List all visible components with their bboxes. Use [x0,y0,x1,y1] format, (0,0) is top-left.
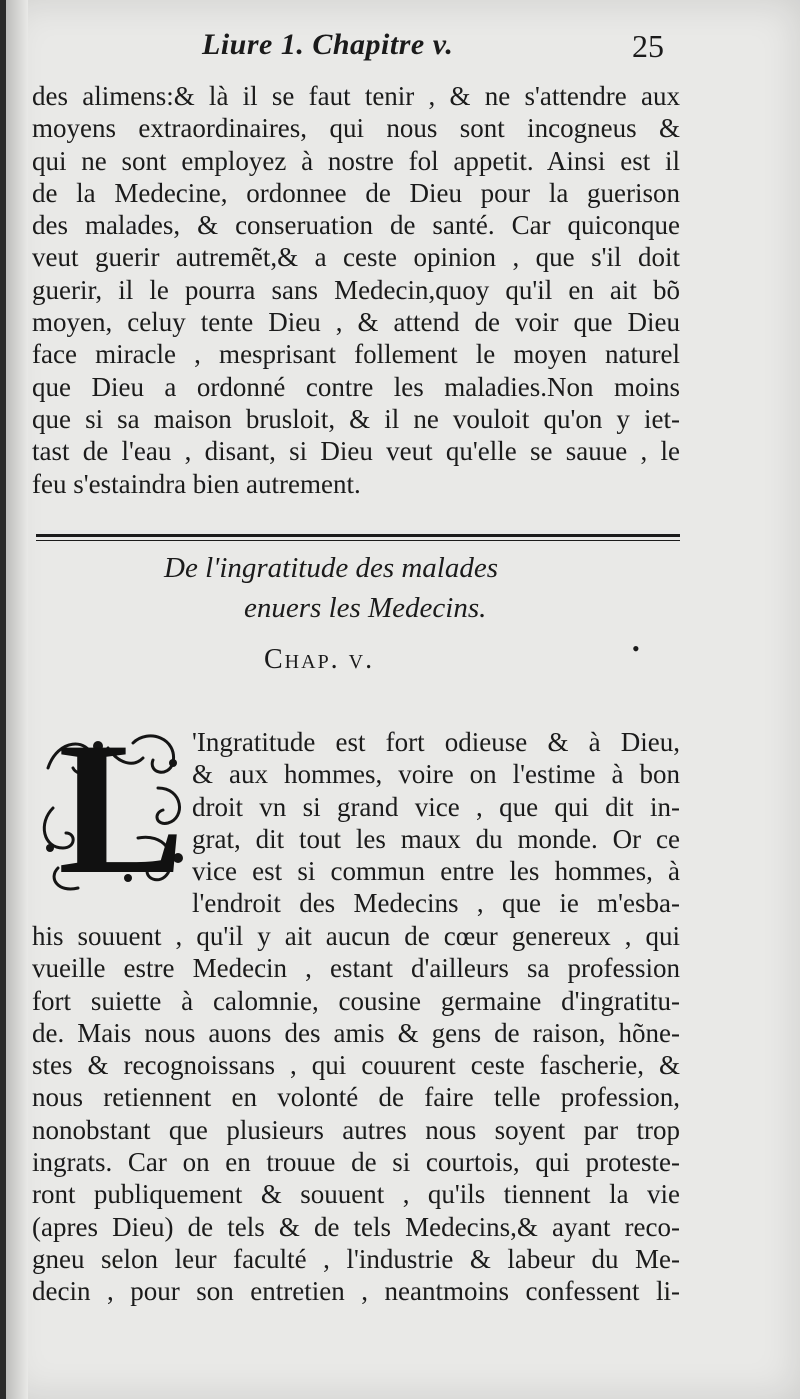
text-line: gneu selon leur faculté , l'industrie & labeur du Me- [32,1243,680,1274]
text-line: grat, dit tout les maux du monde. Or ce [192,823,680,854]
paragraph-beside-drop-cap [192,726,680,920]
text-line: de la Medecine, ordonnee de Dieu pour la guerison [32,177,680,208]
printer-mark: • [632,636,640,661]
ornamental-drop-cap [38,704,188,914]
text-line: stes & recognoissans , qui couurent ceste fascherie, & [32,1050,680,1081]
text-line: his souuent , qu'il y ait aucun de cœur genereux , qui [32,921,680,951]
running-title: Liure 1. Chapitre v. [202,28,454,61]
text-line: de. Mais nous auons des amis & gens de raison, hõne- [32,1017,680,1048]
text-line: des alimens:& là il se faut tenir , & ne s'attendre aux [32,81,680,111]
text-line: droit vn si grand vice , que qui dit in- [192,791,680,822]
text-line: moyens extraordinaires, qui nous sont incogneus & [32,113,680,144]
text-line: feu s'estaindra bien autrement. [32,468,361,499]
text-line: que Dieu a ordonné contre les maladies.Non moins [32,371,680,402]
text-line: nous retiennent en volonté de faire telle profession, [32,1082,680,1113]
text-line: face miracle , mesprisant follement le moyen naturel [32,339,680,370]
text-line: ingrats. Car on en trouue de si courtois, qui proteste- [32,1147,680,1178]
text-line: veut guerir autremẽt,& a ceste opinion , que s'il doit [32,242,680,273]
text-line: moyen, celuy tente Dieu , & attend de voir que Dieu [32,307,680,338]
text-line: vueille estre Medecin , estant d'ailleurs sa profession [32,953,680,984]
text-line: guerir, il le pourra sans Medecin,quoy qu'il en ait bõ [32,274,680,305]
page-number: 25 [632,28,664,64]
paragraph-full-width [32,920,680,1308]
drop-cap-letter: L [58,704,185,914]
chapter-title-line-2: enuers les Medecins. [244,592,487,624]
text-line: & aux hommes, voire on l'estime à bon [192,759,680,790]
text-line: fort suiette à calomnie, cousine germaine d'ingratitu- [32,985,680,1016]
page-gutter-shadow [6,0,28,1399]
section-rule-thin [36,540,680,541]
text-line: nonobstant que plusieurs autres nous soyent par trop [32,1114,680,1145]
text-line: ront publiquement & souuent , qu'ils tiennent la vie [32,1179,680,1210]
chapter-label: Chap. v. [264,644,375,675]
text-line: que si sa maison brusloit, & il ne vouloit qu'on y iet- [32,403,680,434]
text-line: tast de l'eau , disant, si Dieu veut qu'elle se sauue , le [32,436,680,467]
text-line: l'endroit des Medecins , que ie m'esba- [192,888,680,919]
text-line: vice est si commun entre les hommes, à [192,856,680,887]
page-header [6,28,800,68]
book-page [6,0,800,1399]
text-line: (apres Dieu) de tels & de tels Medecins,& ayant reco- [32,1211,680,1242]
text-line: 'Ingratitude est fort odieuse & à Dieu, [192,727,680,757]
section-rule [36,534,680,537]
chapter-title-line-1: De l'ingratitude des malades [164,552,499,584]
paragraph-continued [32,80,680,500]
text-line: decin , pour son entretien , neantmoins confessent li- [32,1276,680,1307]
text-line: qui ne sont employez à nostre fol appetit. Ainsi est il [32,145,680,176]
text-line: des malades, & conseruation de santé. Car quiconque [32,210,680,241]
